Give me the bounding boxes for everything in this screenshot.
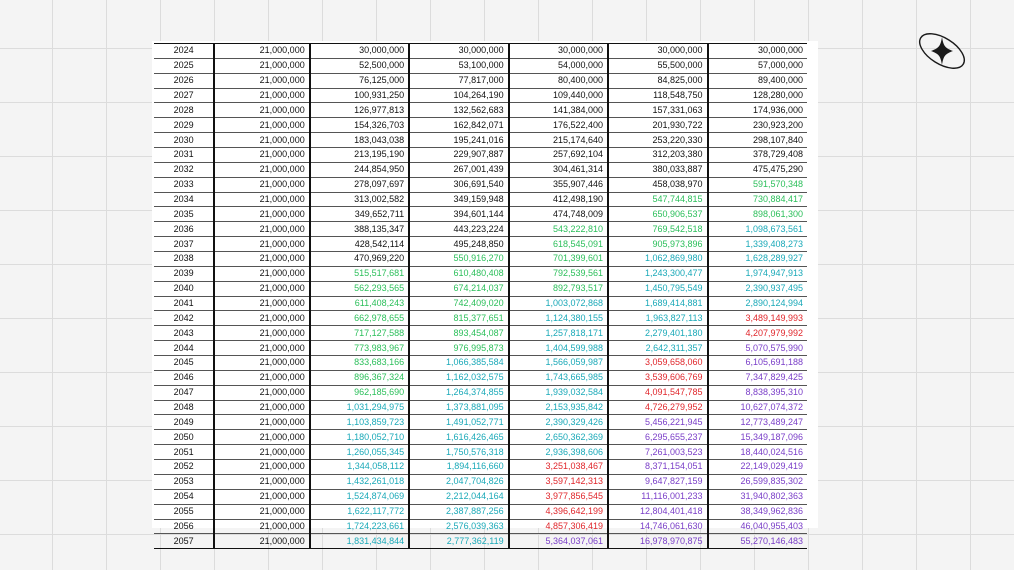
projection-value-cell[interactable]: 2,650,362,369 bbox=[509, 430, 608, 445]
base-value-cell[interactable]: 21,000,000 bbox=[214, 148, 309, 163]
projection-value-cell[interactable]: 2,890,124,994 bbox=[708, 296, 807, 311]
base-value-cell[interactable]: 21,000,000 bbox=[214, 88, 309, 103]
projection-value-cell[interactable]: 154,326,703 bbox=[310, 118, 409, 133]
projection-value-cell[interactable]: 1,162,032,575 bbox=[409, 370, 508, 385]
projection-value-cell[interactable]: 896,367,324 bbox=[310, 370, 409, 385]
base-value-cell[interactable]: 21,000,000 bbox=[214, 281, 309, 296]
projection-value-cell[interactable]: 1,124,380,155 bbox=[509, 311, 608, 326]
projection-value-cell[interactable]: 2,390,937,495 bbox=[708, 281, 807, 296]
table-row bbox=[154, 237, 807, 252]
table-row bbox=[154, 341, 807, 356]
projection-value-cell[interactable]: 1,894,116,660 bbox=[409, 460, 508, 475]
table-row bbox=[154, 400, 807, 415]
projection-value-cell[interactable]: 30,000,000 bbox=[509, 44, 608, 59]
base-value-cell[interactable]: 21,000,000 bbox=[214, 385, 309, 400]
table-row bbox=[154, 162, 807, 177]
year-cell[interactable]: 2038 bbox=[154, 252, 214, 267]
table-row bbox=[154, 370, 807, 385]
projection-value-cell[interactable]: 1,939,032,584 bbox=[509, 385, 608, 400]
table-row bbox=[154, 58, 807, 73]
projection-value-cell[interactable]: 1,689,414,881 bbox=[608, 296, 707, 311]
projection-value-cell[interactable]: 2,387,887,256 bbox=[409, 504, 508, 519]
projection-value-cell[interactable]: 2,642,311,357 bbox=[608, 341, 707, 356]
projection-value-cell[interactable]: 1,628,289,927 bbox=[708, 252, 807, 267]
projection-value-cell[interactable]: 22,149,029,419 bbox=[708, 460, 807, 475]
year-cell[interactable]: 2036 bbox=[154, 222, 214, 237]
projection-value-cell[interactable]: 162,842,071 bbox=[409, 118, 508, 133]
table-row bbox=[154, 133, 807, 148]
table-row bbox=[154, 207, 807, 222]
projection-value-cell[interactable]: 618,545,091 bbox=[509, 237, 608, 252]
projection-value-cell[interactable]: 30,000,000 bbox=[608, 44, 707, 59]
table-row bbox=[154, 222, 807, 237]
projection-value-cell[interactable]: 9,647,827,159 bbox=[608, 474, 707, 489]
projection-value-cell[interactable]: 15,349,187,096 bbox=[708, 430, 807, 445]
table-row bbox=[154, 385, 807, 400]
projection-value-cell[interactable]: 213,195,190 bbox=[310, 148, 409, 163]
projection-value-cell[interactable]: 38,349,962,836 bbox=[708, 504, 807, 519]
projection-value-cell[interactable]: 1,432,261,018 bbox=[310, 474, 409, 489]
projection-value-cell[interactable]: 1,491,052,771 bbox=[409, 415, 508, 430]
projection-value-cell[interactable]: 30,000,000 bbox=[310, 44, 409, 59]
projection-value-cell[interactable]: 893,454,087 bbox=[409, 326, 508, 341]
year-cell[interactable]: 2024 bbox=[154, 44, 214, 59]
year-cell[interactable]: 2029 bbox=[154, 118, 214, 133]
base-value-cell[interactable]: 21,000,000 bbox=[214, 445, 309, 460]
projection-value-cell[interactable]: 54,000,000 bbox=[509, 58, 608, 73]
projection-value-cell[interactable]: 2,777,362,119 bbox=[409, 534, 508, 549]
table-row bbox=[154, 118, 807, 133]
year-cell[interactable]: 2041 bbox=[154, 296, 214, 311]
base-value-cell[interactable]: 21,000,000 bbox=[214, 489, 309, 504]
projection-value-cell[interactable]: 1,974,947,913 bbox=[708, 266, 807, 281]
base-value-cell[interactable]: 21,000,000 bbox=[214, 415, 309, 430]
projection-value-cell[interactable]: 6,295,655,237 bbox=[608, 430, 707, 445]
projection-value-cell[interactable]: 104,264,190 bbox=[409, 88, 508, 103]
projection-value-cell[interactable]: 77,817,000 bbox=[409, 73, 508, 88]
projection-value-cell[interactable]: 57,000,000 bbox=[708, 58, 807, 73]
projection-value-cell[interactable]: 5,070,575,990 bbox=[708, 341, 807, 356]
year-cell[interactable]: 2026 bbox=[154, 73, 214, 88]
projection-value-cell[interactable]: 3,059,658,060 bbox=[608, 356, 707, 371]
table-row bbox=[154, 460, 807, 475]
projection-value-cell[interactable]: 100,931,250 bbox=[310, 88, 409, 103]
projection-value-cell[interactable]: 1,566,059,987 bbox=[509, 356, 608, 371]
year-cell[interactable]: 2056 bbox=[154, 519, 214, 534]
projection-value-cell[interactable]: 3,977,856,545 bbox=[509, 489, 608, 504]
base-value-cell[interactable]: 21,000,000 bbox=[214, 296, 309, 311]
base-value-cell[interactable]: 21,000,000 bbox=[214, 534, 309, 549]
projection-value-cell[interactable]: 5,456,221,945 bbox=[608, 415, 707, 430]
projection-value-cell[interactable]: 312,203,380 bbox=[608, 148, 707, 163]
year-cell[interactable]: 2035 bbox=[154, 207, 214, 222]
base-value-cell[interactable]: 21,000,000 bbox=[214, 252, 309, 267]
projection-value-cell[interactable]: 1,450,795,549 bbox=[608, 281, 707, 296]
projection-value-cell[interactable]: 474,748,009 bbox=[509, 207, 608, 222]
projection-value-cell[interactable]: 611,408,243 bbox=[310, 296, 409, 311]
projection-value-cell[interactable]: 30,000,000 bbox=[708, 44, 807, 59]
base-value-cell[interactable]: 21,000,000 bbox=[214, 311, 309, 326]
projection-value-cell[interactable]: 18,440,024,516 bbox=[708, 445, 807, 460]
projection-value-cell[interactable]: 278,097,697 bbox=[310, 177, 409, 192]
projection-value-cell[interactable]: 1,003,072,868 bbox=[509, 296, 608, 311]
projection-value-cell[interactable]: 26,599,835,302 bbox=[708, 474, 807, 489]
projection-value-cell[interactable]: 1,180,052,710 bbox=[310, 430, 409, 445]
projection-value-cell[interactable]: 46,040,955,403 bbox=[708, 519, 807, 534]
projection-value-cell[interactable]: 1,098,673,561 bbox=[708, 222, 807, 237]
base-value-cell[interactable]: 21,000,000 bbox=[214, 162, 309, 177]
table-row bbox=[154, 356, 807, 371]
projection-value-cell[interactable]: 1,616,426,465 bbox=[409, 430, 508, 445]
table-row bbox=[154, 504, 807, 519]
base-value-cell[interactable]: 21,000,000 bbox=[214, 207, 309, 222]
table-row bbox=[154, 474, 807, 489]
projection-value-cell[interactable]: 550,916,270 bbox=[409, 252, 508, 267]
year-cell[interactable]: 2057 bbox=[154, 534, 214, 549]
projection-value-cell[interactable]: 412,498,190 bbox=[509, 192, 608, 207]
year-cell[interactable]: 2045 bbox=[154, 356, 214, 371]
year-cell[interactable]: 2053 bbox=[154, 474, 214, 489]
projection-value-cell[interactable]: 176,522,400 bbox=[509, 118, 608, 133]
base-value-cell[interactable]: 21,000,000 bbox=[214, 356, 309, 371]
projection-value-cell[interactable]: 201,930,722 bbox=[608, 118, 707, 133]
table-row bbox=[154, 73, 807, 88]
projection-value-cell[interactable]: 244,854,950 bbox=[310, 162, 409, 177]
projection-value-cell[interactable]: 215,174,640 bbox=[509, 133, 608, 148]
projection-value-cell[interactable]: 141,384,000 bbox=[509, 103, 608, 118]
projection-value-cell[interactable]: 4,207,979,992 bbox=[708, 326, 807, 341]
projection-value-cell[interactable]: 11,116,001,233 bbox=[608, 489, 707, 504]
projection-value-cell[interactable]: 591,570,348 bbox=[708, 177, 807, 192]
table-row bbox=[154, 445, 807, 460]
projection-value-cell[interactable]: 2,047,704,826 bbox=[409, 474, 508, 489]
projection-value-cell[interactable]: 298,107,840 bbox=[708, 133, 807, 148]
projection-value-cell[interactable]: 183,043,038 bbox=[310, 133, 409, 148]
projection-value-cell[interactable]: 6,105,691,188 bbox=[708, 356, 807, 371]
projection-value-cell[interactable]: 1,062,869,980 bbox=[608, 252, 707, 267]
projection-value-cell[interactable]: 157,331,063 bbox=[608, 103, 707, 118]
projection-value-cell[interactable]: 547,744,815 bbox=[608, 192, 707, 207]
projection-value-cell[interactable]: 458,038,970 bbox=[608, 177, 707, 192]
base-value-cell[interactable]: 21,000,000 bbox=[214, 266, 309, 281]
table-row bbox=[154, 177, 807, 192]
projection-value-cell[interactable]: 313,002,582 bbox=[310, 192, 409, 207]
projection-value-cell[interactable]: 898,061,300 bbox=[708, 207, 807, 222]
projection-value-cell[interactable]: 773,983,967 bbox=[310, 341, 409, 356]
projection-value-cell[interactable]: 2,153,935,842 bbox=[509, 400, 608, 415]
projection-value-cell[interactable]: 267,001,439 bbox=[409, 162, 508, 177]
table-row bbox=[154, 489, 807, 504]
projection-value-cell[interactable]: 355,907,446 bbox=[509, 177, 608, 192]
year-cell[interactable]: 2030 bbox=[154, 133, 214, 148]
table-row bbox=[154, 296, 807, 311]
projection-value-cell[interactable]: 470,969,220 bbox=[310, 252, 409, 267]
year-cell[interactable]: 2044 bbox=[154, 341, 214, 356]
projection-value-cell[interactable]: 2,576,039,363 bbox=[409, 519, 508, 534]
year-cell[interactable]: 2028 bbox=[154, 103, 214, 118]
projection-value-cell[interactable]: 31,940,802,363 bbox=[708, 489, 807, 504]
projection-value-cell[interactable]: 4,857,306,419 bbox=[509, 519, 608, 534]
projection-value-cell[interactable]: 650,906,537 bbox=[608, 207, 707, 222]
projection-value-cell[interactable]: 610,480,408 bbox=[409, 266, 508, 281]
projection-value-cell[interactable]: 4,726,279,952 bbox=[608, 400, 707, 415]
projection-value-cell[interactable]: 815,377,651 bbox=[409, 311, 508, 326]
projection-value-cell[interactable]: 1,373,881,095 bbox=[409, 400, 508, 415]
projection-value-cell[interactable]: 769,542,518 bbox=[608, 222, 707, 237]
projection-value-cell[interactable]: 8,838,395,310 bbox=[708, 385, 807, 400]
projection-value-cell[interactable]: 16,978,970,875 bbox=[608, 534, 707, 549]
year-cell[interactable]: 2040 bbox=[154, 281, 214, 296]
projection-value-cell[interactable]: 792,539,561 bbox=[509, 266, 608, 281]
year-cell[interactable]: 2032 bbox=[154, 162, 214, 177]
projection-value-cell[interactable]: 1,264,374,855 bbox=[409, 385, 508, 400]
projection-value-cell[interactable]: 962,185,690 bbox=[310, 385, 409, 400]
base-value-cell[interactable]: 21,000,000 bbox=[214, 177, 309, 192]
projection-value-cell[interactable]: 833,683,166 bbox=[310, 356, 409, 371]
projection-value-cell[interactable]: 109,440,000 bbox=[509, 88, 608, 103]
table-row bbox=[154, 44, 807, 59]
projection-value-cell[interactable]: 2,936,398,606 bbox=[509, 445, 608, 460]
projection-value-cell[interactable]: 1,031,294,975 bbox=[310, 400, 409, 415]
year-cell[interactable]: 2042 bbox=[154, 311, 214, 326]
projection-value-cell[interactable]: 388,135,347 bbox=[310, 222, 409, 237]
base-value-cell[interactable]: 21,000,000 bbox=[214, 237, 309, 252]
table-row bbox=[154, 266, 807, 281]
projection-value-cell[interactable]: 562,293,565 bbox=[310, 281, 409, 296]
projection-value-cell[interactable]: 2,212,044,164 bbox=[409, 489, 508, 504]
base-value-cell[interactable]: 21,000,000 bbox=[214, 370, 309, 385]
projection-value-cell[interactable]: 349,652,711 bbox=[310, 207, 409, 222]
projection-value-cell[interactable]: 4,091,547,785 bbox=[608, 385, 707, 400]
projection-value-cell[interactable]: 12,773,489,247 bbox=[708, 415, 807, 430]
projection-value-cell[interactable]: 7,347,829,425 bbox=[708, 370, 807, 385]
projection-value-cell[interactable]: 5,364,037,061 bbox=[509, 534, 608, 549]
projection-value-cell[interactable]: 730,884,417 bbox=[708, 192, 807, 207]
projection-value-cell[interactable]: 30,000,000 bbox=[409, 44, 508, 59]
year-cell[interactable]: 2025 bbox=[154, 58, 214, 73]
projection-value-cell[interactable]: 230,923,200 bbox=[708, 118, 807, 133]
year-cell[interactable]: 2047 bbox=[154, 385, 214, 400]
projection-value-cell[interactable]: 4,396,642,199 bbox=[509, 504, 608, 519]
projection-value-cell[interactable]: 1,622,117,772 bbox=[310, 504, 409, 519]
projection-value-cell[interactable]: 89,400,000 bbox=[708, 73, 807, 88]
projection-value-cell[interactable]: 717,127,588 bbox=[310, 326, 409, 341]
projection-value-cell[interactable]: 128,280,000 bbox=[708, 88, 807, 103]
base-value-cell[interactable]: 21,000,000 bbox=[214, 341, 309, 356]
projection-value-cell[interactable]: 8,371,154,051 bbox=[608, 460, 707, 475]
table-row bbox=[154, 415, 807, 430]
year-cell[interactable]: 2050 bbox=[154, 430, 214, 445]
projection-value-cell[interactable]: 701,399,601 bbox=[509, 252, 608, 267]
projection-value-cell[interactable]: 7,261,003,523 bbox=[608, 445, 707, 460]
projection-value-cell[interactable]: 674,214,037 bbox=[409, 281, 508, 296]
year-cell[interactable]: 2052 bbox=[154, 460, 214, 475]
base-value-cell[interactable]: 21,000,000 bbox=[214, 73, 309, 88]
projection-value-cell[interactable]: 1,103,859,723 bbox=[310, 415, 409, 430]
projection-value-cell[interactable]: 195,241,016 bbox=[409, 133, 508, 148]
projection-value-cell[interactable]: 55,500,000 bbox=[608, 58, 707, 73]
year-cell[interactable]: 2034 bbox=[154, 192, 214, 207]
projection-value-cell[interactable]: 3,251,038,467 bbox=[509, 460, 608, 475]
projection-value-cell[interactable]: 515,517,681 bbox=[310, 266, 409, 281]
table-row bbox=[154, 534, 807, 549]
year-cell[interactable]: 2027 bbox=[154, 88, 214, 103]
projection-value-cell[interactable]: 118,548,750 bbox=[608, 88, 707, 103]
projection-value-cell[interactable]: 126,977,813 bbox=[310, 103, 409, 118]
base-value-cell[interactable]: 21,000,000 bbox=[214, 192, 309, 207]
base-value-cell[interactable]: 21,000,000 bbox=[214, 44, 309, 59]
base-value-cell[interactable]: 21,000,000 bbox=[214, 504, 309, 519]
year-cell[interactable]: 2054 bbox=[154, 489, 214, 504]
projection-value-cell[interactable]: 1,750,576,318 bbox=[409, 445, 508, 460]
projection-value-cell[interactable]: 475,475,290 bbox=[708, 162, 807, 177]
projection-value-cell[interactable]: 229,907,887 bbox=[409, 148, 508, 163]
base-value-cell[interactable]: 21,000,000 bbox=[214, 118, 309, 133]
table-row bbox=[154, 192, 807, 207]
table-row bbox=[154, 148, 807, 163]
table-row bbox=[154, 311, 807, 326]
year-cell[interactable]: 2048 bbox=[154, 400, 214, 415]
year-cell[interactable]: 2039 bbox=[154, 266, 214, 281]
projection-value-cell[interactable]: 1,404,599,988 bbox=[509, 341, 608, 356]
projection-value-cell[interactable]: 1,724,223,661 bbox=[310, 519, 409, 534]
projection-value-cell[interactable]: 428,542,114 bbox=[310, 237, 409, 252]
projection-value-cell[interactable]: 53,100,000 bbox=[409, 58, 508, 73]
projection-value-cell[interactable]: 3,597,142,313 bbox=[509, 474, 608, 489]
projection-value-cell[interactable]: 394,601,144 bbox=[409, 207, 508, 222]
projection-value-cell[interactable]: 495,248,850 bbox=[409, 237, 508, 252]
projection-value-cell[interactable]: 3,539,606,769 bbox=[608, 370, 707, 385]
projection-value-cell[interactable]: 257,692,104 bbox=[509, 148, 608, 163]
projection-value-cell[interactable]: 76,125,000 bbox=[310, 73, 409, 88]
table-row bbox=[154, 281, 807, 296]
year-cell[interactable]: 2033 bbox=[154, 177, 214, 192]
projection-value-cell[interactable]: 3,489,149,993 bbox=[708, 311, 807, 326]
base-value-cell[interactable]: 21,000,000 bbox=[214, 519, 309, 534]
projection-value-cell[interactable]: 378,729,408 bbox=[708, 148, 807, 163]
base-value-cell[interactable]: 21,000,000 bbox=[214, 474, 309, 489]
projection-table bbox=[154, 43, 807, 549]
projection-value-cell[interactable]: 1,831,434,844 bbox=[310, 534, 409, 549]
projection-value-cell[interactable]: 742,409,020 bbox=[409, 296, 508, 311]
table-row bbox=[154, 326, 807, 341]
year-cell[interactable]: 2051 bbox=[154, 445, 214, 460]
projection-value-cell[interactable]: 892,793,517 bbox=[509, 281, 608, 296]
table-row bbox=[154, 88, 807, 103]
year-cell[interactable]: 2049 bbox=[154, 415, 214, 430]
projection-value-cell[interactable]: 174,936,000 bbox=[708, 103, 807, 118]
year-cell[interactable]: 2055 bbox=[154, 504, 214, 519]
table-row bbox=[154, 519, 807, 534]
projection-value-cell[interactable]: 306,691,540 bbox=[409, 177, 508, 192]
projection-value-cell[interactable]: 2,390,329,426 bbox=[509, 415, 608, 430]
projection-value-cell[interactable]: 1,066,385,584 bbox=[409, 356, 508, 371]
projection-value-cell[interactable]: 1,743,665,985 bbox=[509, 370, 608, 385]
base-value-cell[interactable]: 21,000,000 bbox=[214, 400, 309, 415]
projection-value-cell[interactable]: 1,339,408,273 bbox=[708, 237, 807, 252]
base-value-cell[interactable]: 21,000,000 bbox=[214, 326, 309, 341]
projection-value-cell[interactable]: 349,159,948 bbox=[409, 192, 508, 207]
projection-value-cell[interactable]: 1,524,874,069 bbox=[310, 489, 409, 504]
projection-value-cell[interactable]: 1,260,055,345 bbox=[310, 445, 409, 460]
projection-value-cell[interactable]: 132,562,683 bbox=[409, 103, 508, 118]
projection-value-cell[interactable]: 55,270,146,483 bbox=[708, 534, 807, 549]
projection-value-cell[interactable]: 443,223,224 bbox=[409, 222, 508, 237]
year-cell[interactable]: 2031 bbox=[154, 148, 214, 163]
projection-value-cell[interactable]: 84,825,000 bbox=[608, 73, 707, 88]
projection-value-cell[interactable]: 10,627,074,372 bbox=[708, 400, 807, 415]
projection-value-cell[interactable]: 2,279,401,180 bbox=[608, 326, 707, 341]
year-cell[interactable]: 2043 bbox=[154, 326, 214, 341]
table-row bbox=[154, 252, 807, 267]
base-value-cell[interactable]: 21,000,000 bbox=[214, 103, 309, 118]
base-value-cell[interactable]: 21,000,000 bbox=[214, 222, 309, 237]
projection-value-cell[interactable]: 905,973,896 bbox=[608, 237, 707, 252]
projection-value-cell[interactable]: 1,243,300,477 bbox=[608, 266, 707, 281]
projection-value-cell[interactable]: 976,995,873 bbox=[409, 341, 508, 356]
year-cell[interactable]: 2046 bbox=[154, 370, 214, 385]
projection-value-cell[interactable]: 80,400,000 bbox=[509, 73, 608, 88]
base-value-cell[interactable]: 21,000,000 bbox=[214, 460, 309, 475]
sparkle-badge-icon bbox=[915, 28, 969, 74]
projection-value-cell[interactable]: 12,804,401,418 bbox=[608, 504, 707, 519]
projection-value-cell[interactable]: 304,461,314 bbox=[509, 162, 608, 177]
projection-value-cell[interactable]: 52,500,000 bbox=[310, 58, 409, 73]
base-value-cell[interactable]: 21,000,000 bbox=[214, 430, 309, 445]
projection-value-cell[interactable]: 662,978,655 bbox=[310, 311, 409, 326]
spreadsheet-panel bbox=[152, 41, 818, 546]
projection-value-cell[interactable]: 543,222,810 bbox=[509, 222, 608, 237]
base-value-cell[interactable]: 21,000,000 bbox=[214, 58, 309, 73]
projection-value-cell[interactable]: 1,344,058,112 bbox=[310, 460, 409, 475]
projection-value-cell[interactable]: 1,963,827,113 bbox=[608, 311, 707, 326]
year-cell[interactable]: 2037 bbox=[154, 237, 214, 252]
table-row bbox=[154, 103, 807, 118]
base-value-cell[interactable]: 21,000,000 bbox=[214, 133, 309, 148]
table-body bbox=[154, 44, 807, 549]
projection-value-cell[interactable]: 1,257,818,171 bbox=[509, 326, 608, 341]
table-row bbox=[154, 430, 807, 445]
projection-value-cell[interactable]: 380,033,887 bbox=[608, 162, 707, 177]
projection-value-cell[interactable]: 253,220,330 bbox=[608, 133, 707, 148]
projection-value-cell[interactable]: 14,746,061,630 bbox=[608, 519, 707, 534]
